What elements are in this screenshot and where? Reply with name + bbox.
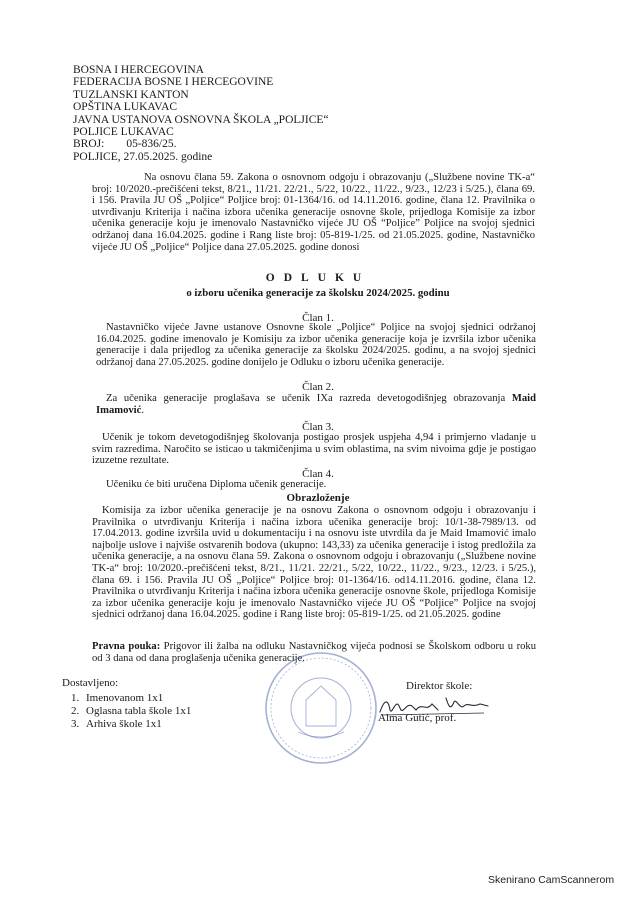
article-4-heading: Član 4.: [302, 468, 334, 480]
director-label: Direktor škole:: [406, 680, 473, 692]
header-line-canton: TUZLANSKI KANTON: [73, 88, 189, 101]
director-name: Alma Gutić, prof.: [378, 712, 457, 724]
article-1-heading: Član 1.: [302, 312, 334, 324]
legal-remedy-label: Pravna pouka:: [92, 641, 161, 652]
distribution-list: [62, 677, 191, 731]
reasoning-text: Komisija za izbor učenika generacije je na osnovu Zakona o osnovnom odgoju i obrazovanju i Pravilnika o utvrđivanju Kriterija i načina izbora učenika generacije broj: 10/1-38-7989/13. od 17.04.2013. godine izvršila uvid u dokumentaciju i na osnovu iste utvrdila da je Maid Imamović imalo najbolje uslove i najviše ostvarenih bodova (ukupno: 143,33) za učenika generacije i istog predložila za učenika generacije, a na osnovu člana 59. Zakona o osnovnom odgoju i obrazovanju („Službene novine TK-a“ broj: 10/2020.-prečišćeni tekst, 8/21., 11/21. 22/21., 5/22, 10/22., 11/22., 9/23., 12/23. i 5/25.), člana 69. i 156. Pravila JU OŠ „Poljice“ Poljice broj: 01-1364/16. od14.11.2016. godine, člana 12. Pravilnika o utvrđivanju Kriterija i načina izbora učenika generacije osnovne škole, prijedloga Komisije za izbor učenika generacije koju je imenovalo Nastavničko vijeće JU OŠ “Poljice” Poljice na svojoj sjednici održanoj dana 16.04.2025. godine i Rang liste broj: 05-819-1/25. od 21.05.2025. godine: [92, 505, 536, 621]
article-3-heading: Član 3.: [302, 421, 334, 433]
article-3-text: Učenik je tokom devetogodišnjeg školovanja postigao prosjek uspjeha 4,94 i primjerno vladanje u svim razredima. Naročito se isticao u takmičenjima u svim oblastima, na svim nivoima gdje je postigao izuzetne rezultate.: [92, 432, 536, 467]
distribution-item: 2. Oglasna tabla škole 1x1: [82, 705, 191, 718]
legal-remedy-text: Prigovor ili žalba na odluku Nastavničkog vijeća podnosi se Školskom odboru u roku od 3 dana od dana proglašenja učenika generacije.: [92, 641, 536, 664]
header-line-school: JAVNA USTANOVA OSNOVNA ŠKOLA „POLJICE“: [73, 113, 329, 126]
article-2-text-end: .: [141, 404, 144, 416]
document-number-label: BROJ:: [73, 138, 105, 151]
scanner-watermark: Skenirano CamScannerom: [488, 874, 615, 886]
document-subtitle: o izboru učenika generacije za školsku 2024/2025. godinu: [186, 287, 450, 299]
document-number-value: 05-836/25.: [126, 138, 177, 151]
header-line-federation: FEDERACIJA BOSNE I HERCEGOVINE: [73, 76, 274, 89]
distribution-items: [62, 692, 191, 731]
document-date: POLJICE, 27.05.2025. godine: [73, 150, 213, 163]
article-2-text: [96, 393, 536, 416]
preamble-paragraph: Na osnovu člana 59. Zakona o osnovnom odgoju i obrazovanju („Službene novine TK-a“ broj: 10/2020.-prečišćeni tekst, 8/21., 11/21. 22/21., 5/22, 10/22., 11/22., 9/23., 12/23 i 5/25.), člana 69. i 156. Pravila JU OŠ „Poljice“ Poljice broj: 01-1364/16. od 14.11.2016. godine, člana 12. Pravilnika o utvrđivanju Kriterija i načina izbora učenika generacije osnovne škole, prijedloga Komisije za izbor učenika generacije koju je imenovalo Nastavničko vijeće JU OŠ “Poljice” Poljice na svojoj sjednici održanoj dana 16.04.2025. godine i Rang liste broj: 05-819-1/25. od 21.05.2025. godine, Nastavničko vijeće JU OŠ „Poljice“ Poljice dana 27.05.2025. godine donosi: [92, 172, 535, 253]
header-line-municipality: OPŠTINA LUKAVAC: [73, 101, 178, 114]
document-number: [73, 138, 329, 150]
letterhead: [73, 64, 329, 163]
distribution-item: 3. Arhiva škole 1x1: [82, 718, 191, 731]
student-name: Maid Imamović: [96, 393, 536, 416]
article-2-heading: Član 2.: [302, 381, 334, 393]
reasoning-heading: Obrazloženje: [286, 492, 350, 504]
article-1-text: Nastavničko vijeće Javne ustanove Osnovne škole „Poljice“ Poljice na svojoj sjednici održanoj 16.04.2025. godine imenovalo je Komisiju za izbor učenika generacije koja je izvršila izbor učenika generacije i dala prijedlog za učenika generacije za školsku 2024/2025. godinu, a na svojoj sjednici održanoj dana 27.05.2025. godine donijelo je Odluku o izboru učenika generacije.: [96, 322, 536, 368]
article-2-text-start: Za učenika generacije proglašava se učenik IXa razreda devetogodišnjeg obrazovanja: [106, 393, 512, 404]
distribution-label: Dostavljeno:: [62, 677, 119, 689]
school-stamp-icon: [262, 650, 380, 766]
header-line-address: POLJICE LUKAVAC: [73, 126, 174, 139]
document-title: ODLUKU: [265, 272, 371, 284]
header-line-country: BOSNA I HERCEGOVINA: [73, 64, 204, 76]
distribution-item: 1. Imenovanom 1x1: [82, 692, 191, 705]
article-4-text: Učeniku će biti uručena Diploma učenik generacije.: [106, 479, 327, 490]
